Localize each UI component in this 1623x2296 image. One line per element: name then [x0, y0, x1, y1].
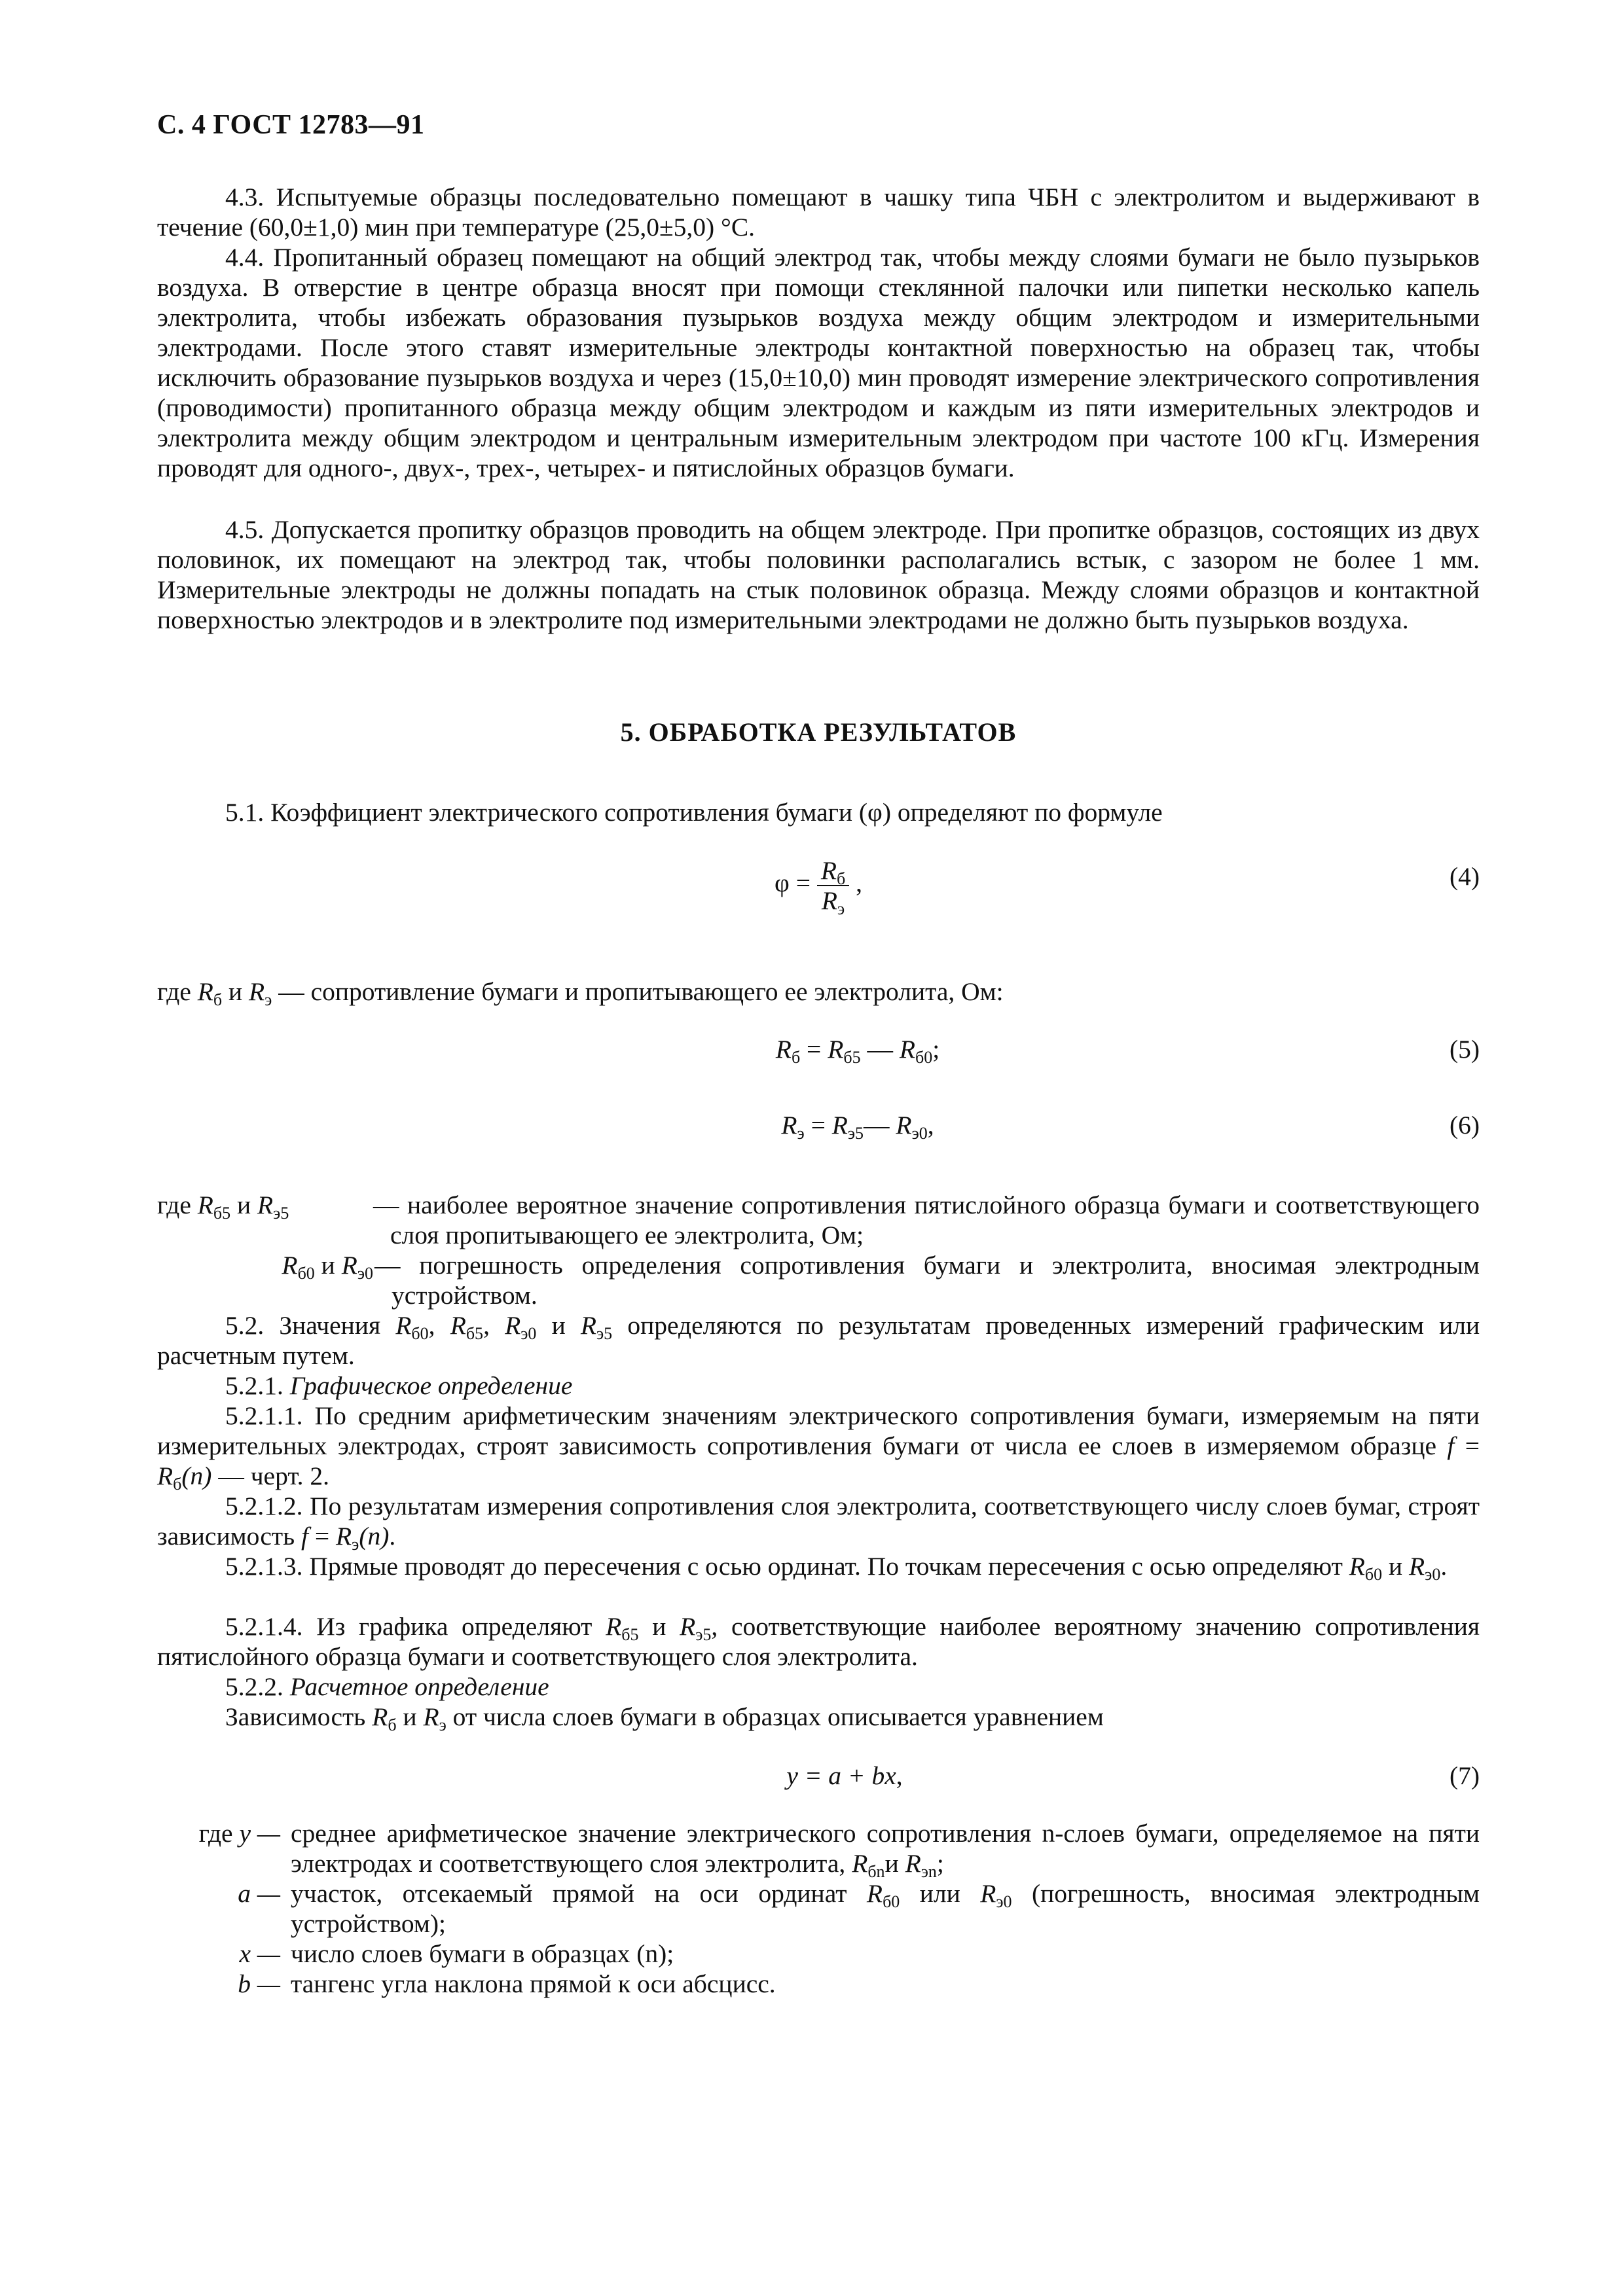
paragraph-5-2-1-4: 5.2.1.4. Из графика определяют $R_{б5}$ и $R_{э5}$, соответствующие наиболее вероятному значению сопротивления пятислойного образца бумаги и соответствующего слоя электролита.	[157, 1612, 1480, 1671]
formula-4-number: (4)	[1449, 862, 1480, 891]
section-5-heading: 5. ОБРАБОТКА РЕЗУЛЬТАТОВ	[620, 717, 1017, 747]
formula-4-fraction	[817, 856, 849, 918]
where-a-definition: a — участок, отсекаемый прямой на оси ординат $R_{б0}$ или $R_{э0}$ (погрешность, вносимая электродным устройством);	[238, 1879, 1480, 1938]
formula-7-number: (7)	[1449, 1761, 1480, 1790]
formula-6-number: (6)	[1449, 1111, 1480, 1139]
where-r0-definition: $R_{б0}$ и $R_{э0}$ — погрешность определения сопротивления бумаги и электролита, вносимая электродным устройством.	[282, 1251, 1480, 1310]
paragraph-5-2-1-1: 5.2.1.1. По средним арифметическим значениям электрического сопротивления бумаги, измеряемым на пяти измерительных электродах, строят зависимость сопротивления бумаги от числа ее слоев в измеряемом образце $f = R_б(n)$ — черт. 2.	[157, 1401, 1480, 1494]
paragraph-dependency: Зависимость $R_б$ и $R_э$ от числа слоев бумаги в образцах описывается уравнением	[225, 1702, 1104, 1734]
paragraph-4-5: 4.5. Допускается пропитку образцов проводить на общем электроде. При пропитке образцов, состоящих из двух половинок, их помещают на электрод так, чтобы половинки располагались встык, с зазором не более 1 мм. Измерительные электроды не должны попадать на стык половинок образца. Между слоями образцов и контактной поверхностью электродов и в электролите под измерительными электродами не должно быть пузырьков воздуха.	[157, 515, 1480, 634]
paragraph-5-2-1-2: 5.2.1.2. По результатам измерения сопротивления слоя электролита, соответствующего числу слоев бумаг, строят зависимость $f = R_э(n)$.	[157, 1492, 1480, 1554]
where-y-definition: где y — среднее арифметическое значение электрического сопротивления n-слоев бумаги, определяемое на пяти электродах и соответствующего слоя электролита, $R_{бn}и$ $R_{эn}$;	[198, 1819, 1480, 1881]
paragraph-5-2-1: 5.2.1. Графическое определение	[225, 1371, 573, 1400]
paragraph-5-2: 5.2. Значения $R_{б0}$, $R_{б5}$, $R_{э0}$ и $R_{э5}$ определяются по результатам проведенных измерений графическим или расчетным путем.	[157, 1311, 1480, 1370]
formula-5: $R_б = R_{б5}$ — $R_{б0}$; (5)	[775, 1035, 1480, 1067]
paragraph-5-1: 5.1. Коэффициент электрического сопротивления бумаги (φ) определяют по формуле	[225, 798, 1163, 827]
formula-6: $R_э$ = $R_{э5}—$ $R_{э0}$, (6)	[781, 1111, 1480, 1143]
where-resistances: где $R_б$ и $R_э$ — сопротивление бумаги и пропитывающего ее электролита, Ом:	[157, 977, 1004, 1009]
formula-4-denominator: $R_э$	[821, 886, 845, 918]
where-r5-definition: где $R_{б5}$ и $R_{э5}$ — наиболее вероятное значение сопротивления пятислойного образца бумаги и соответствующего слоя пропитывающего ее электролита, Ом;	[157, 1191, 1480, 1249]
paragraph-5-2-2: 5.2.2. Расчетное определение	[225, 1672, 549, 1701]
paragraph-4-4: 4.4. Пропитанный образец помещают на общий электрод так, чтобы между слоями бумаги не было пузырьков воздуха. В отверстие в центре образца вносят при помощи стеклянной палочки или пипетки несколько капель электролита, чтобы избежать образования пузырьков воздуха между общим электродом и измерительными электродами. После этого ставят измерительные электроды контактной поверхностью на образец так, чтобы исключить образование пузырьков воздуха и через (15,0±10,0) мин проводят измерение электрического сопротивления (проводимости) пропитанного образца между общим электродом и каждым из пяти измерительных электродов и электролита между общим электродом и центральным измерительным электродом при частоте 100 кГц. Измерения проводят для одного-, двух-, трех-, четырех- и пятислойных образцов бумаги.	[157, 243, 1480, 482]
formula-4-tail: ,	[856, 869, 862, 898]
formula-4-numerator: $R_б$	[817, 856, 849, 886]
formula-4	[157, 853, 1480, 932]
paragraph-4-3: 4.3. Испытуемые образцы последовательно помещают в чашку типа ЧБН с электролитом и выдерживают в течение (60,0±1,0) мин при температуре (25,0±5,0) °С.	[157, 183, 1480, 242]
page-header: С. 4 ГОСТ 12783—91	[157, 110, 425, 140]
paragraph-5-2-1-3: 5.2.1.3. Прямые проводят до пересечения с осью ординат. По точкам пересечения с осью определяют $R_{б0}$ и $R_{э0}$.	[225, 1552, 1448, 1584]
where-b-definition: b — тангенс угла наклона прямой к оси абсцисс.	[238, 1969, 776, 1998]
formula-5-number: (5)	[1449, 1035, 1480, 1064]
where-x-definition: x — число слоев бумаги в образцах (n);	[239, 1939, 674, 1968]
formula-4-lhs: φ =	[775, 869, 811, 898]
formula-7: y = a + bx, (7)	[786, 1761, 1480, 1790]
